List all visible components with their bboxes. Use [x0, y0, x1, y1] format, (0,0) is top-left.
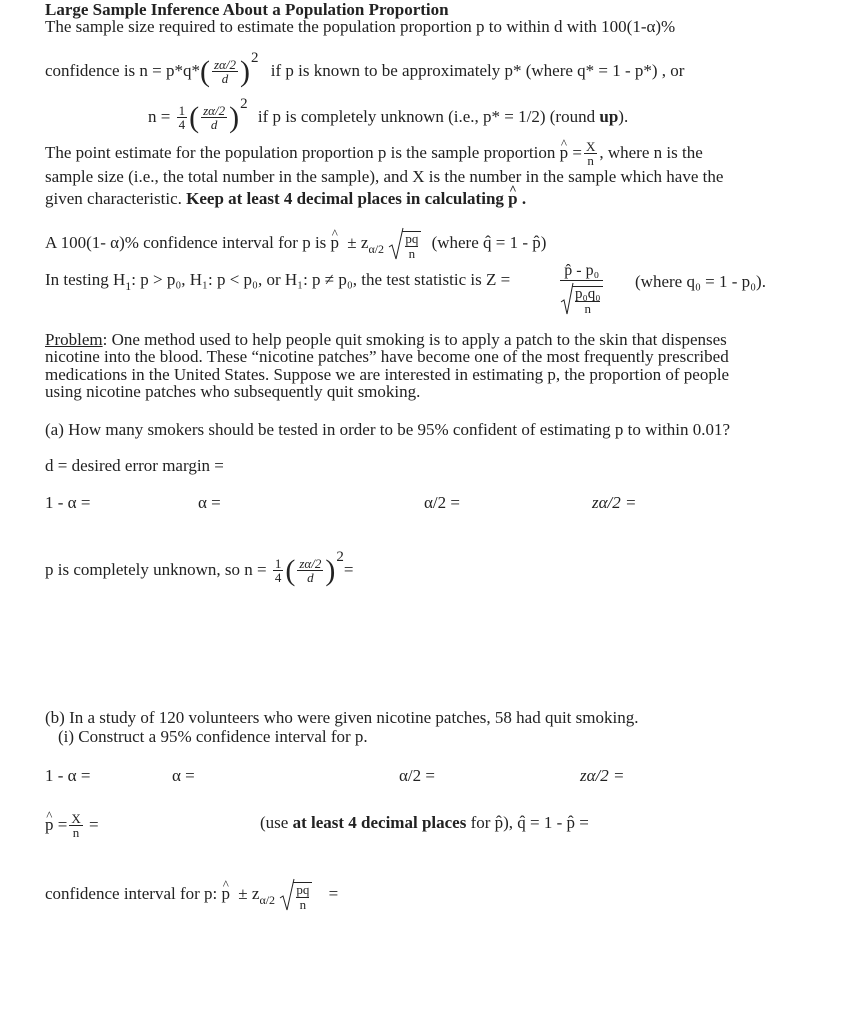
- point-estimate-line-1: The point estimate for the population proportion p is the sample proportion ^ p = $\frac{X}{n}$ , where n is the: [45, 140, 703, 168]
- z-over-d-fraction: $\frac{z\alpha/2}{d}$: [214, 57, 236, 87]
- problem-line-4: using nicotine patches who subsequently quit smoking.: [45, 382, 421, 401]
- z-statistic-fraction: p̂ - p₀ p₀q₀ n: [560, 262, 603, 316]
- formula-known-suffix: if p is known to be approximately p* (where q* = 1 - p*) , or: [270, 61, 685, 80]
- point-estimate-line-3: given characteristic. Keep at least 4 decimal places in calculating ^ p .: [45, 189, 526, 209]
- z-over-d-fraction: $\frac{z\alpha/2}{d}$: [203, 103, 226, 133]
- square-root: pq n: [388, 227, 421, 261]
- problem-label: Problem: [45, 330, 103, 349]
- test-statistic-formula: In testing $H_1$: p > p₀, H₁: p < p₀, or H₁: p ≠ p₀, the test statistic is Z =: [45, 270, 511, 293]
- problem-line-1: Problem: One method used to help people quit smoking is to apply a patch to the skin that dispenses: [45, 330, 727, 349]
- one-quarter-fraction: $\frac{1}{4}$: [178, 103, 186, 133]
- p-hat-symbol: ^ p: [560, 143, 569, 163]
- sample-size-formula-unknown: n = $\frac{1}{4}$ ( $\frac{z\alpha/2}{d}$ )2 if p is completely unknown (i.e., p* = 1/2) (round up).: [148, 96, 629, 135]
- part-b-use-note: (use at least 4 decimal places for p̂), q̂ = 1 - p̂ =: [260, 813, 589, 832]
- part-a-d-label: d = desired error margin =: [45, 456, 224, 475]
- part-a-z-label: zα/2 =: [592, 493, 637, 512]
- part-b-z-label: zα/2 =: [580, 766, 625, 785]
- formula-prefix: confidence is n = p*q*: [45, 61, 200, 80]
- part-b-one-minus-alpha: 1 - α =: [45, 766, 91, 785]
- part-b-line-1: (b) In a study of 120 volunteers who were given nicotine patches, 58 had quit smoking.: [45, 708, 639, 727]
- part-a-n-formula: p is completely unknown, so n = $\frac{1}{4}$ ( $\frac{z\alpha/2}{d}$ )2=: [45, 549, 354, 588]
- part-b-p-hat: ^ p = $\frac{X}{n}$ =: [45, 812, 99, 840]
- part-b-alpha-half: α/2 =: [399, 766, 435, 785]
- part-a-alpha: α =: [198, 493, 221, 512]
- exponent: 2: [251, 50, 259, 66]
- part-b-alpha: α =: [172, 766, 195, 785]
- page-title: Large Sample Inference About a Population Proportion: [45, 0, 449, 19]
- part-b-ci: confidence interval for p: ^ $p \pm z_{\alpha/2}$ pq n =: [45, 878, 338, 912]
- part-a-question: (a) How many smokers should be tested in order to be 95% confident of estimating p to within 0.01?: [45, 420, 731, 439]
- problem-line-2: nicotine into the blood. These “nicotine patches” have become one of the most frequently prescribed: [45, 347, 729, 366]
- test-statistic-note: (where q₀ = 1 - p₀).: [635, 272, 766, 291]
- part-a-one-minus-alpha: 1 - α =: [45, 493, 91, 512]
- ci-formula: A 100(1- α)% confidence interval for p is ^ $p \pm z_{\alpha/2}$ pq n (where q̂ = 1 - p̂): [45, 227, 546, 261]
- x-over-n-fraction: $\frac{X}{n}$: [585, 139, 596, 168]
- part-b-line-2: (i) Construct a 95% confidence interval for p.: [58, 727, 368, 746]
- sample-size-formula-known: confidence is n = p*q*( $\frac{z\alpha/2}{d}$ )2 if p is known to be approximately p* (where q* = 1 - p*) , or: [45, 50, 685, 89]
- point-estimate-line-2: sample size (i.e., the total number in the sample), and X is the number in the sample which have the: [45, 167, 724, 186]
- problem-line-3: medications in the United States. Suppose we are interested in estimating p, the proportion of people: [45, 365, 730, 384]
- part-a-alpha-half: α/2 =: [424, 493, 460, 512]
- intro-line-1: The sample size required to estimate the population proportion p to within d with 100(1-α)%: [45, 17, 676, 36]
